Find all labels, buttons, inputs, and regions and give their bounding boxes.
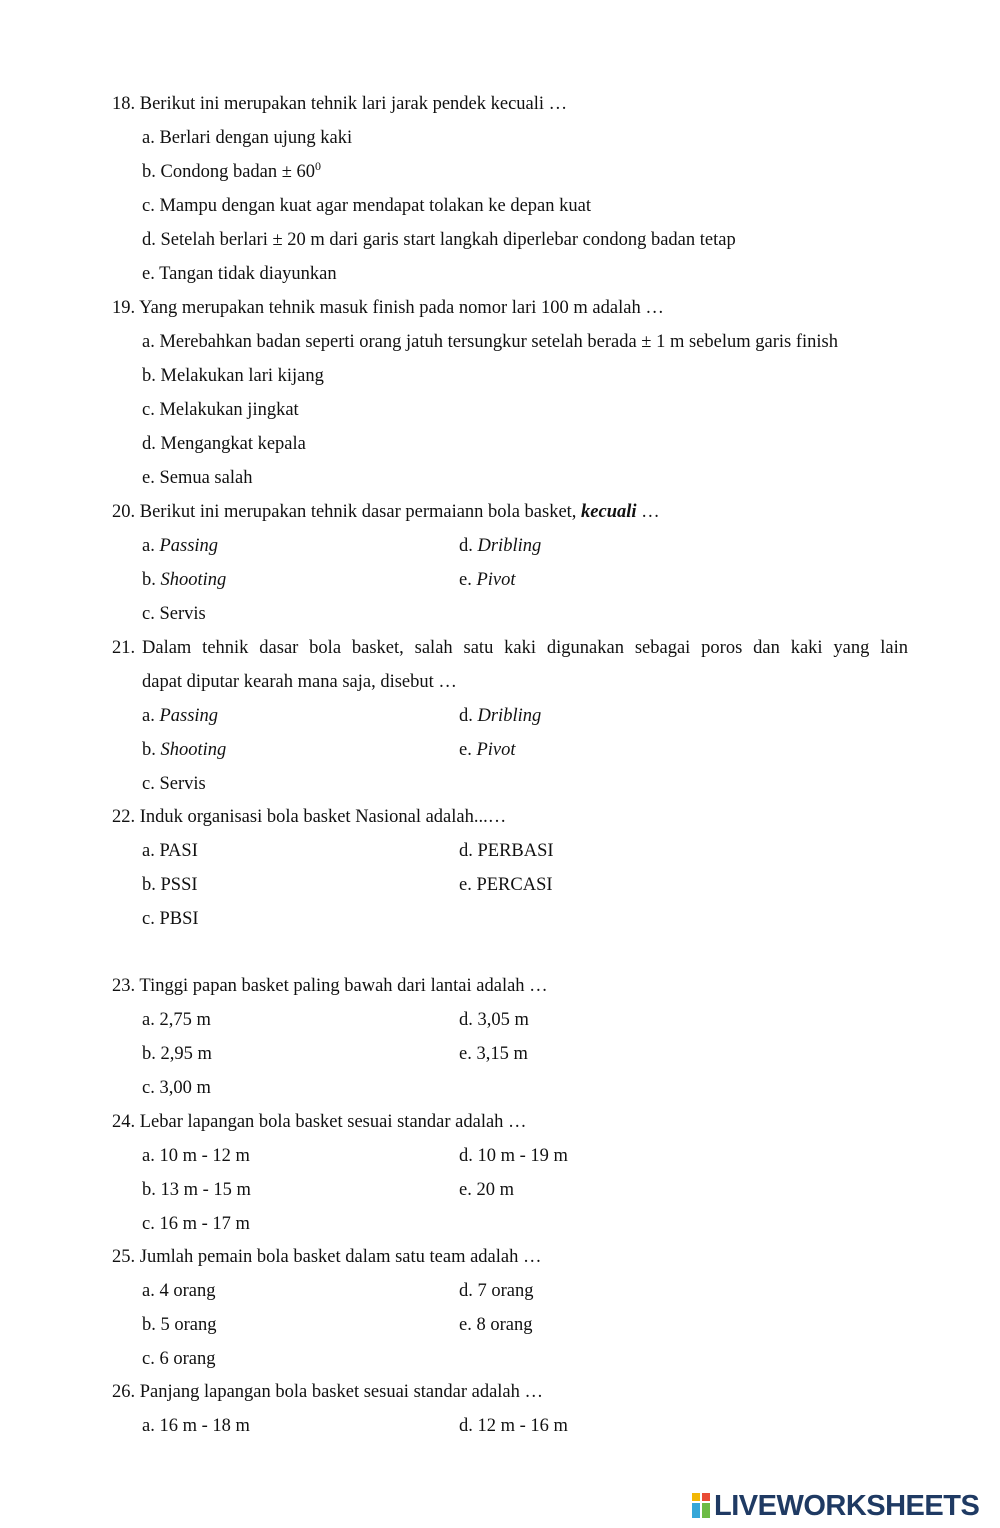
option-22-d[interactable]: d. PERBASI [459,841,554,861]
option-20-c[interactable] [142,602,206,626]
question-18 [112,92,567,116]
question-text: Berikut ini merupakan tehnik lari jarak pendek kecuali … [139,94,568,114]
option-value: Pivot [476,740,516,760]
question-text: Jumlah pemain bola basket dalam satu team adalah … [139,1247,542,1267]
option-23-e[interactable]: e. 3,15 m [459,1044,528,1064]
option-22-e[interactable]: e. PERCASI [459,875,553,895]
question-text: Berikut ini merupakan tehnik dasar permaiann bola basket, [139,502,577,522]
question-21-text-line2: dapat diputar kearah mana saja, disebut … [142,672,457,692]
option-23-a[interactable]: a. 2,75 m [142,1010,211,1030]
question-number: 24. [112,1112,136,1132]
option-19-a[interactable]: a. Merebahkan badan seperti orang jatuh tersungkur setelah berada ± 1 m sebelum garis finish [142,332,838,352]
question-number: 22. [112,807,136,827]
option-21-b[interactable] [142,738,226,762]
question-text: Yang merupakan tehnik masuk finish pada nomor lari 100 m adalah … [139,298,664,318]
option-19-d[interactable]: d. Mengangkat kepala [142,434,306,454]
option-20-a[interactable] [142,534,218,558]
option-20-b[interactable] [142,568,226,592]
option-18-a[interactable]: a. Berlari dengan ujung kaki [142,128,353,148]
option-18-b[interactable] [142,160,321,184]
question-number: 18. [112,94,136,114]
option-value: Dribling [477,536,542,556]
option-letter: d. [459,536,473,556]
question-21-number: 21. [112,638,136,658]
option-letter: c. [142,774,155,794]
option-value: Pivot [476,570,516,590]
option-19-e[interactable]: e. Semua salah [142,468,253,488]
option-23-d[interactable]: d. 3,05 m [459,1010,529,1030]
question-number: 25. [112,1247,136,1267]
question-emphasis: kecuali [581,502,637,522]
question-suffix: … [641,502,660,522]
option-22-a[interactable]: a. PASI [142,841,198,861]
option-letter: d. [459,706,473,726]
option-letter: b. [142,740,156,760]
option-letter: a. [142,536,155,556]
degree-superscript: 0 [315,159,322,173]
option-20-e[interactable] [459,568,516,592]
option-value: Servis [159,774,206,794]
option-25-b[interactable]: b. 5 orang [142,1315,217,1335]
option-23-b[interactable]: b. 2,95 m [142,1044,212,1064]
question-19 [112,296,664,320]
option-letter: a. [142,706,155,726]
option-value: Passing [159,706,219,726]
option-25-d[interactable]: d. 7 orang [459,1281,534,1301]
question-number: 19. [112,298,136,318]
option-value: Dribling [477,706,542,726]
option-19-b[interactable]: b. Melakukan lari kijang [142,366,324,386]
question-24 [112,1110,527,1134]
option-22-c[interactable]: c. PBSI [142,909,199,929]
option-18-c[interactable]: c. Mampu dengan kuat agar mendapat tolakan ke depan kuat [142,196,591,216]
question-22 [112,805,506,829]
option-24-a[interactable]: a. 10 m - 12 m [142,1146,250,1166]
question-20 [112,500,660,524]
option-letter: c. [142,604,155,624]
question-text: Lebar lapangan bola basket sesuai standar adalah … [139,1112,527,1132]
option-value: Passing [159,536,219,556]
liveworksheets-logo-icon [692,1493,711,1519]
option-24-e[interactable]: e. 20 m [459,1180,514,1200]
question-text: Panjang lapangan bola basket sesuai standar adalah … [139,1382,544,1402]
option-letter: b. [142,570,156,590]
liveworksheets-logo[interactable] [692,1490,979,1522]
option-value: Shooting [160,740,227,760]
option-24-d[interactable]: d. 10 m - 19 m [459,1146,568,1166]
option-26-d[interactable]: d. 12 m - 16 m [459,1416,568,1436]
liveworksheets-wordmark: LIVEWORKSHEETS [714,1489,980,1522]
option-26-a[interactable]: a. 16 m - 18 m [142,1416,250,1436]
option-19-c[interactable]: c. Melakukan jingkat [142,400,299,420]
option-18-d[interactable]: d. Setelah berlari ± 20 m dari garis start langkah diperlebar condong badan tetap [142,230,736,250]
option-21-a[interactable] [142,704,218,728]
option-18-e[interactable]: e. Tangan tidak diayunkan [142,264,337,284]
question-number: 20. [112,502,136,522]
option-20-d[interactable] [459,534,541,558]
option-24-c[interactable]: c. 16 m - 17 m [142,1214,250,1234]
question-21-text-line1: Dalam tehnik dasar bola basket, salah satu kaki digunakan sebagai poros dan kaki yang lain [142,638,908,658]
option-21-d[interactable] [459,704,541,728]
option-21-e[interactable] [459,738,516,762]
option-letter: e. [459,740,472,760]
option-22-b[interactable]: b. PSSI [142,875,198,895]
option-value: Servis [159,604,206,624]
question-text: Tinggi papan basket paling bawah dari lantai adalah … [139,976,548,996]
option-value: Shooting [160,570,227,590]
option-25-c[interactable]: c. 6 orang [142,1349,216,1369]
option-text: b. Condong badan ± 60 [142,162,316,182]
option-23-c[interactable]: c. 3,00 m [142,1078,211,1098]
option-24-b[interactable]: b. 13 m - 15 m [142,1180,251,1200]
question-25 [112,1245,541,1269]
question-text: Induk organisasi bola basket Nasional adalah...… [139,807,507,827]
question-number: 23. [112,976,136,996]
question-23 [112,974,548,998]
option-25-a[interactable]: a. 4 orang [142,1281,216,1301]
option-21-c[interactable] [142,772,206,796]
option-25-e[interactable]: e. 8 orang [459,1315,533,1335]
question-number: 26. [112,1382,136,1402]
question-26 [112,1380,543,1404]
option-letter: e. [459,570,472,590]
